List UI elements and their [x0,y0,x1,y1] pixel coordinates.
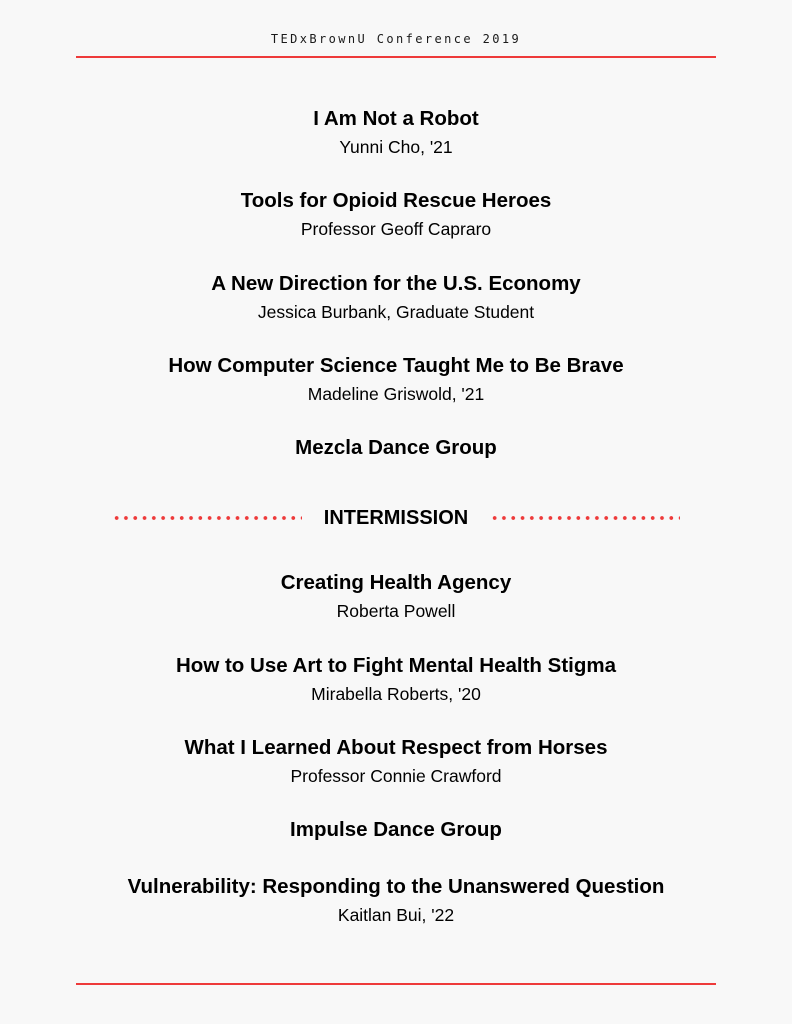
speaker-name: Professor Connie Crawford [290,766,502,786]
program-entry [0,354,792,405]
performance-title: Impulse Dance Group [290,818,502,841]
speaker-name: Mirabella Roberts, '20 [311,684,481,704]
talk-title: How Computer Science Taught Me to Be Brave [168,354,624,377]
talk-title: Vulnerability: Responding to the Unanswered Question [127,875,665,898]
talk-title: I Am Not a Robot [313,107,479,130]
intermission-label: INTERMISSION [323,507,469,529]
program-entry [0,571,792,622]
program-entry [0,654,792,705]
speaker-name: Madeline Griswold, '21 [307,384,485,404]
speaker-name: Yunni Cho, '21 [339,137,453,157]
bottom-divider [76,983,716,985]
speaker-name: Kaitlan Bui, '22 [337,905,455,925]
talk-title: A New Direction for the U.S. Economy [211,272,581,295]
talk-title: Tools for Opioid Rescue Heroes [240,189,552,212]
intermission-divider [112,506,680,530]
speaker-name: Professor Geoff Capraro [300,219,492,239]
program-entry [0,189,792,240]
program-entry [0,272,792,323]
speaker-name: Roberta Powell [336,601,456,621]
dotted-line-left [112,516,302,520]
dotted-line-right [490,516,680,520]
performance-title: Mezcla Dance Group [295,436,497,459]
talk-title: Creating Health Agency [280,571,512,594]
program-entry [0,875,792,926]
program-entry [0,107,792,158]
program-entry [0,818,792,842]
program-entry [0,736,792,787]
talk-title: How to Use Art to Fight Mental Health Stigma [176,654,616,677]
conference-header: TEDxBrownU Conference 2019 [270,32,522,46]
program-entry [0,436,792,460]
speaker-name: Jessica Burbank, Graduate Student [257,302,535,322]
talk-title: What I Learned About Respect from Horses [184,736,608,759]
